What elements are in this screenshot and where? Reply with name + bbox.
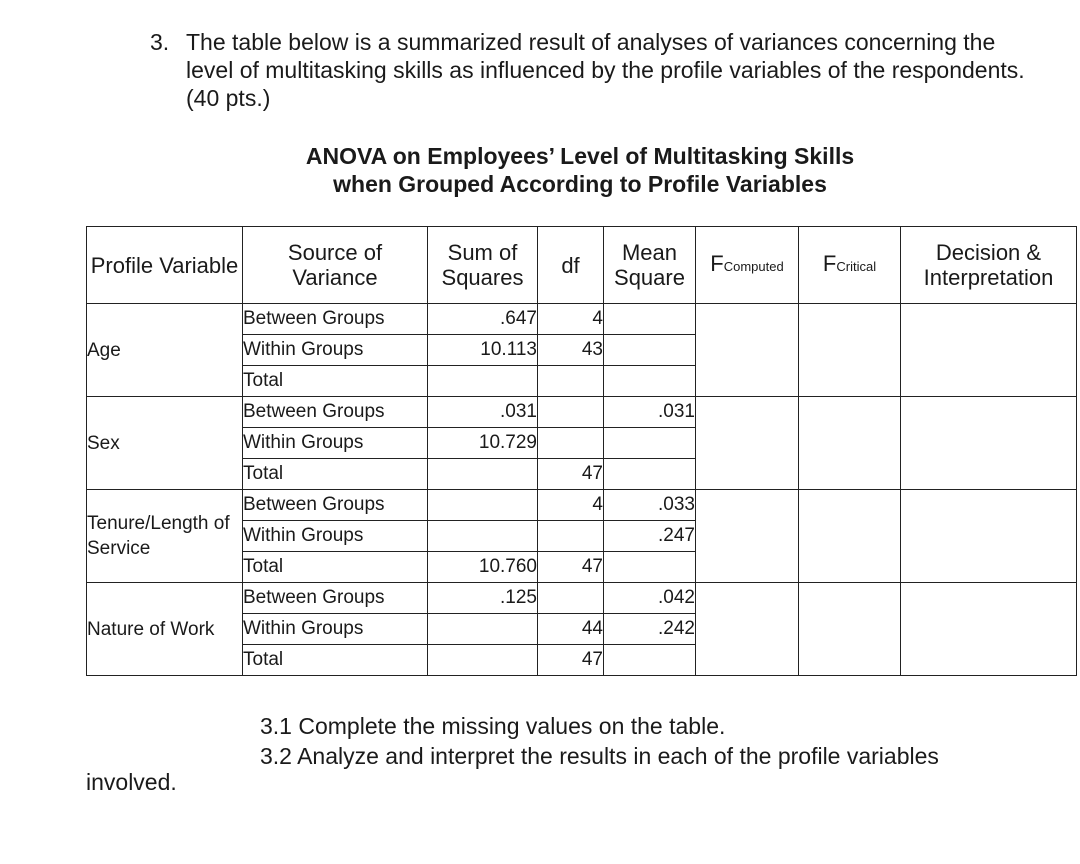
df-cell: 4 — [538, 490, 604, 521]
profile-sex: Sex — [87, 397, 243, 490]
ss-cell: .031 — [428, 397, 538, 428]
ss-cell — [428, 490, 538, 521]
df-cell: 4 — [538, 304, 604, 335]
ss-cell — [428, 521, 538, 552]
ms-cell — [604, 335, 696, 366]
f-computed-cell — [696, 490, 799, 583]
ss-cell: 10.760 — [428, 552, 538, 583]
decision-cell — [901, 397, 1077, 490]
f-computed-cell — [696, 304, 799, 397]
instruction-3-1: 3.1 Complete the missing values on the table. — [260, 713, 726, 739]
caption-line-1: ANOVA on Employees’ Level of Multitasking Skills — [305, 143, 855, 169]
source-cell: Within Groups — [243, 428, 428, 459]
instructions — [260, 711, 939, 771]
df-cell: 47 — [538, 552, 604, 583]
ss-cell: .647 — [428, 304, 538, 335]
source-cell: Total — [243, 459, 428, 490]
ss-cell — [428, 459, 538, 490]
header-profile-variable: Profile Variable — [87, 227, 243, 304]
decision-cell — [901, 583, 1077, 676]
source-cell: Total — [243, 552, 428, 583]
header-row — [87, 227, 1077, 304]
ms-cell: .242 — [604, 614, 696, 645]
table-row — [87, 583, 1077, 614]
decision-cell — [901, 490, 1077, 583]
ss-cell — [428, 645, 538, 676]
header-mean-square: Mean Square — [604, 227, 696, 304]
df-cell — [538, 521, 604, 552]
ss-cell: 10.729 — [428, 428, 538, 459]
df-cell: 47 — [538, 459, 604, 490]
ss-cell: .125 — [428, 583, 538, 614]
ms-cell — [604, 552, 696, 583]
ms-cell — [604, 366, 696, 397]
ms-cell — [604, 428, 696, 459]
ms-cell: .247 — [604, 521, 696, 552]
header-f-computed: FComputed — [696, 227, 799, 304]
ms-cell — [604, 304, 696, 335]
df-cell — [538, 428, 604, 459]
instruction-3-2: 3.2 Analyze and interpret the results in each of the profile variables — [260, 743, 939, 769]
source-cell: Between Groups — [243, 490, 428, 521]
decision-cell — [901, 304, 1077, 397]
ss-cell — [428, 366, 538, 397]
header-sum-of-squares: Sum of Squares — [428, 227, 538, 304]
f-critical-cell — [799, 304, 901, 397]
table-row — [87, 490, 1077, 521]
ss-cell — [428, 614, 538, 645]
ms-cell — [604, 645, 696, 676]
caption-line-2: when Grouped According to Profile Variables — [333, 171, 827, 197]
ss-cell: 10.113 — [428, 335, 538, 366]
df-cell: 43 — [538, 335, 604, 366]
df-cell: 44 — [538, 614, 604, 645]
df-cell: 47 — [538, 645, 604, 676]
header-source-of-variance: Source of Variance — [243, 227, 428, 304]
table-caption — [200, 142, 960, 198]
f-computed-cell — [696, 397, 799, 490]
source-cell: Total — [243, 645, 428, 676]
anova-table — [86, 226, 1077, 676]
question-number: 3. — [150, 29, 170, 55]
source-cell: Within Groups — [243, 335, 428, 366]
source-cell: Total — [243, 366, 428, 397]
question-text: The table below is a summarized result of analyses of variances concerning the level of multitasking skills as influenced by the profile variables of the respondents. (40 pts.) — [186, 29, 1025, 111]
instruction-tail: involved. — [86, 769, 177, 795]
source-cell: Between Groups — [243, 583, 428, 614]
ms-cell — [604, 459, 696, 490]
f-critical-cell — [799, 397, 901, 490]
df-cell — [538, 583, 604, 614]
source-cell: Within Groups — [243, 521, 428, 552]
table-row — [87, 397, 1077, 428]
header-f-critical: FCritical — [799, 227, 901, 304]
profile-tenure: Tenure/Length of Service — [87, 490, 243, 583]
f-critical-cell — [799, 490, 901, 583]
header-df: df — [538, 227, 604, 304]
source-cell: Between Groups — [243, 304, 428, 335]
ms-cell: .033 — [604, 490, 696, 521]
profile-age: Age — [87, 304, 243, 397]
ms-cell: .031 — [604, 397, 696, 428]
f-computed-cell — [696, 583, 799, 676]
profile-nature-of-work: Nature of Work — [87, 583, 243, 676]
df-cell — [538, 366, 604, 397]
source-cell: Between Groups — [243, 397, 428, 428]
f-critical-cell — [799, 583, 901, 676]
df-cell — [538, 397, 604, 428]
ms-cell: .042 — [604, 583, 696, 614]
table-row — [87, 304, 1077, 335]
source-cell: Within Groups — [243, 614, 428, 645]
header-decision: Decision & Interpretation — [901, 227, 1077, 304]
